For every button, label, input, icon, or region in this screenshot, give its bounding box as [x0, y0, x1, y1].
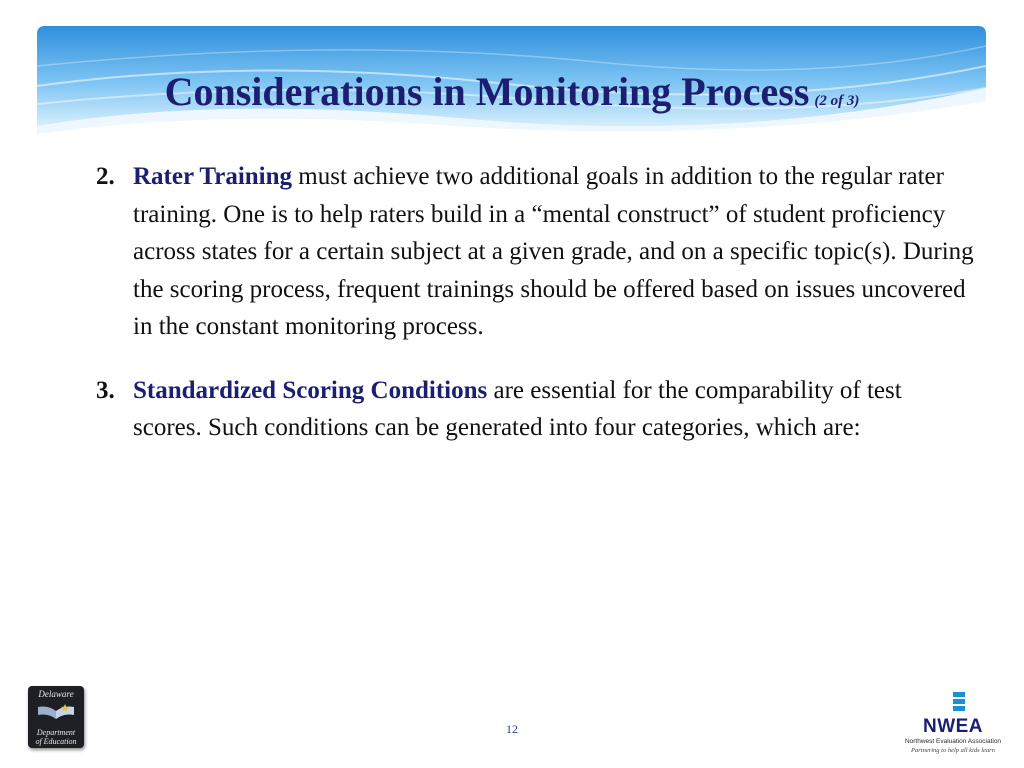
list-item-standardized-scoring [96, 372, 976, 447]
list-item-rater-training [96, 158, 976, 346]
nwea-logo [897, 692, 1009, 756]
nwea-full-name: Northwest Evaluation Association [904, 738, 1002, 745]
title-part-indicator: (2 of 3) [814, 93, 860, 109]
item-heading: Standardized Scoring Conditions [133, 376, 488, 404]
delaware-logo-line2: of Education [35, 737, 77, 746]
item-text: must achieve two additional goals in addition to the regular rater training. One is to help raters build in a “mental construct” of student proficiency across states for a certain subject at a given grade, and on a specific topic(s). During the scoring process, frequent trainings should be offered based on issues uncovered in the constant monitoring process. [133, 163, 974, 340]
nwea-tagline: Partnering to help all kids learn [911, 747, 995, 754]
delaware-logo-title: Delaware [38, 689, 74, 699]
slide-title [0, 68, 1024, 115]
delaware-doe-logo [28, 686, 84, 748]
item-number: 3. [96, 376, 115, 404]
nwea-bars-icon [953, 692, 965, 713]
item-text: are essential for the comparability of test scores. Such conditions can be generated into four categories, which are: [133, 376, 902, 441]
title-text: Considerations in Monitoring Process [164, 69, 810, 114]
delaware-logo-line1: Department [36, 728, 76, 737]
body-list [96, 158, 976, 473]
slide-number: 12 [506, 722, 518, 736]
nwea-wordmark: NWEA [922, 716, 984, 737]
item-heading: Rater Training [133, 163, 293, 190]
item-number: 2. [96, 163, 115, 190]
